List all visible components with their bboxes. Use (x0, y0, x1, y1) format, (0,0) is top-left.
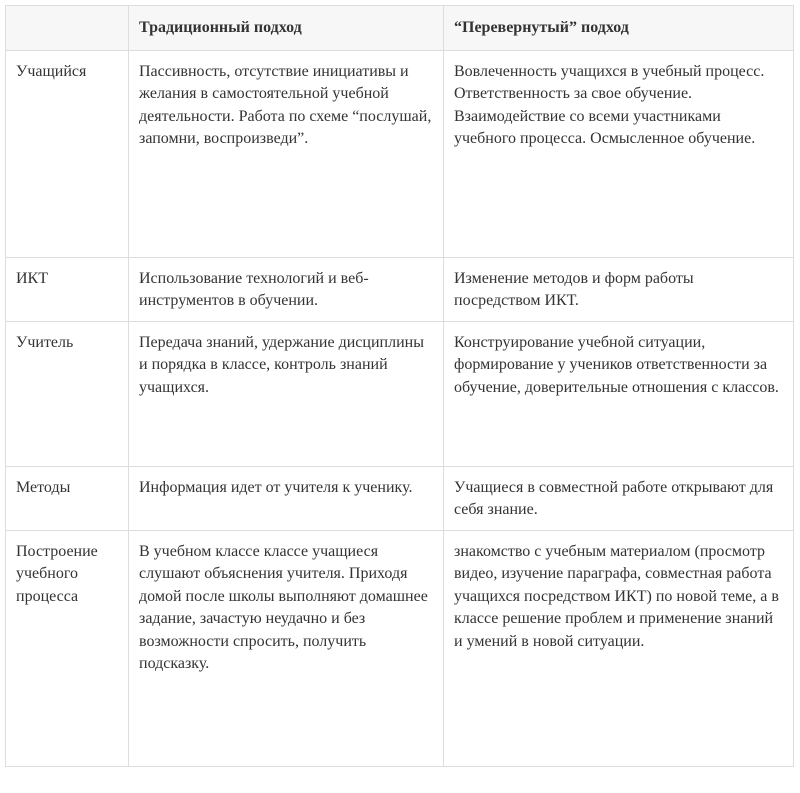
comparison-table (5, 5, 794, 767)
flipped-cell: Изменение методов и форм работы посредством ИКТ. (444, 257, 794, 321)
traditional-cell: Информация идет от учителя к ученику. (129, 466, 444, 530)
traditional-cell: Использование технологий и веб-инструментов в обучении. (129, 257, 444, 321)
row-label: Учащийся (6, 50, 129, 257)
row-label: Учитель (6, 321, 129, 466)
header-traditional: Традиционный подход (129, 6, 444, 51)
header-empty-cell (6, 6, 129, 51)
flipped-cell: Конструирование учебной ситуации, формирование у учеников ответственности за обучение, доверительные отношения с классов. (444, 321, 794, 466)
table-row (6, 321, 794, 466)
header-flipped: “Перевернутый” подход (444, 6, 794, 51)
row-label: ИКТ (6, 257, 129, 321)
row-label: Построение учебного процесса (6, 530, 129, 766)
table-header-row (6, 6, 794, 51)
flipped-cell: Вовлеченность учащихся в учебный процесс. Ответственность за свое обучение. Взаимодействие со всеми участниками учебного процесса. Осмысленное обучение. (444, 50, 794, 257)
row-label: Методы (6, 466, 129, 530)
traditional-cell: Пассивность, отсутствие инициативы и желания в самостоятельной учебной деятельности. Работа по схеме “послушай, запомни, воспроизведи”. (129, 50, 444, 257)
table-row (6, 530, 794, 766)
table-row (6, 50, 794, 257)
flipped-cell: знакомство с учебным материалом (просмотр видео, изучение параграфа, совместная работа учащихся посредством ИКТ) по новой теме, а в классе решение проблем и применение знаний и умений в новой ситуации. (444, 530, 794, 766)
table-row (6, 466, 794, 530)
traditional-cell: В учебном классе классе учащиеся слушают объяснения учителя. Приходя домой после школы выполняют домашнее задание, зачастую неудачно и без возможности спросить, получить подсказку. (129, 530, 444, 766)
flipped-cell: Учащиеся в совместной работе открывают для себя знание. (444, 466, 794, 530)
traditional-cell: Передача знаний, удержание дисциплины и порядка в классе, контроль знаний учащихся. (129, 321, 444, 466)
table-row (6, 257, 794, 321)
